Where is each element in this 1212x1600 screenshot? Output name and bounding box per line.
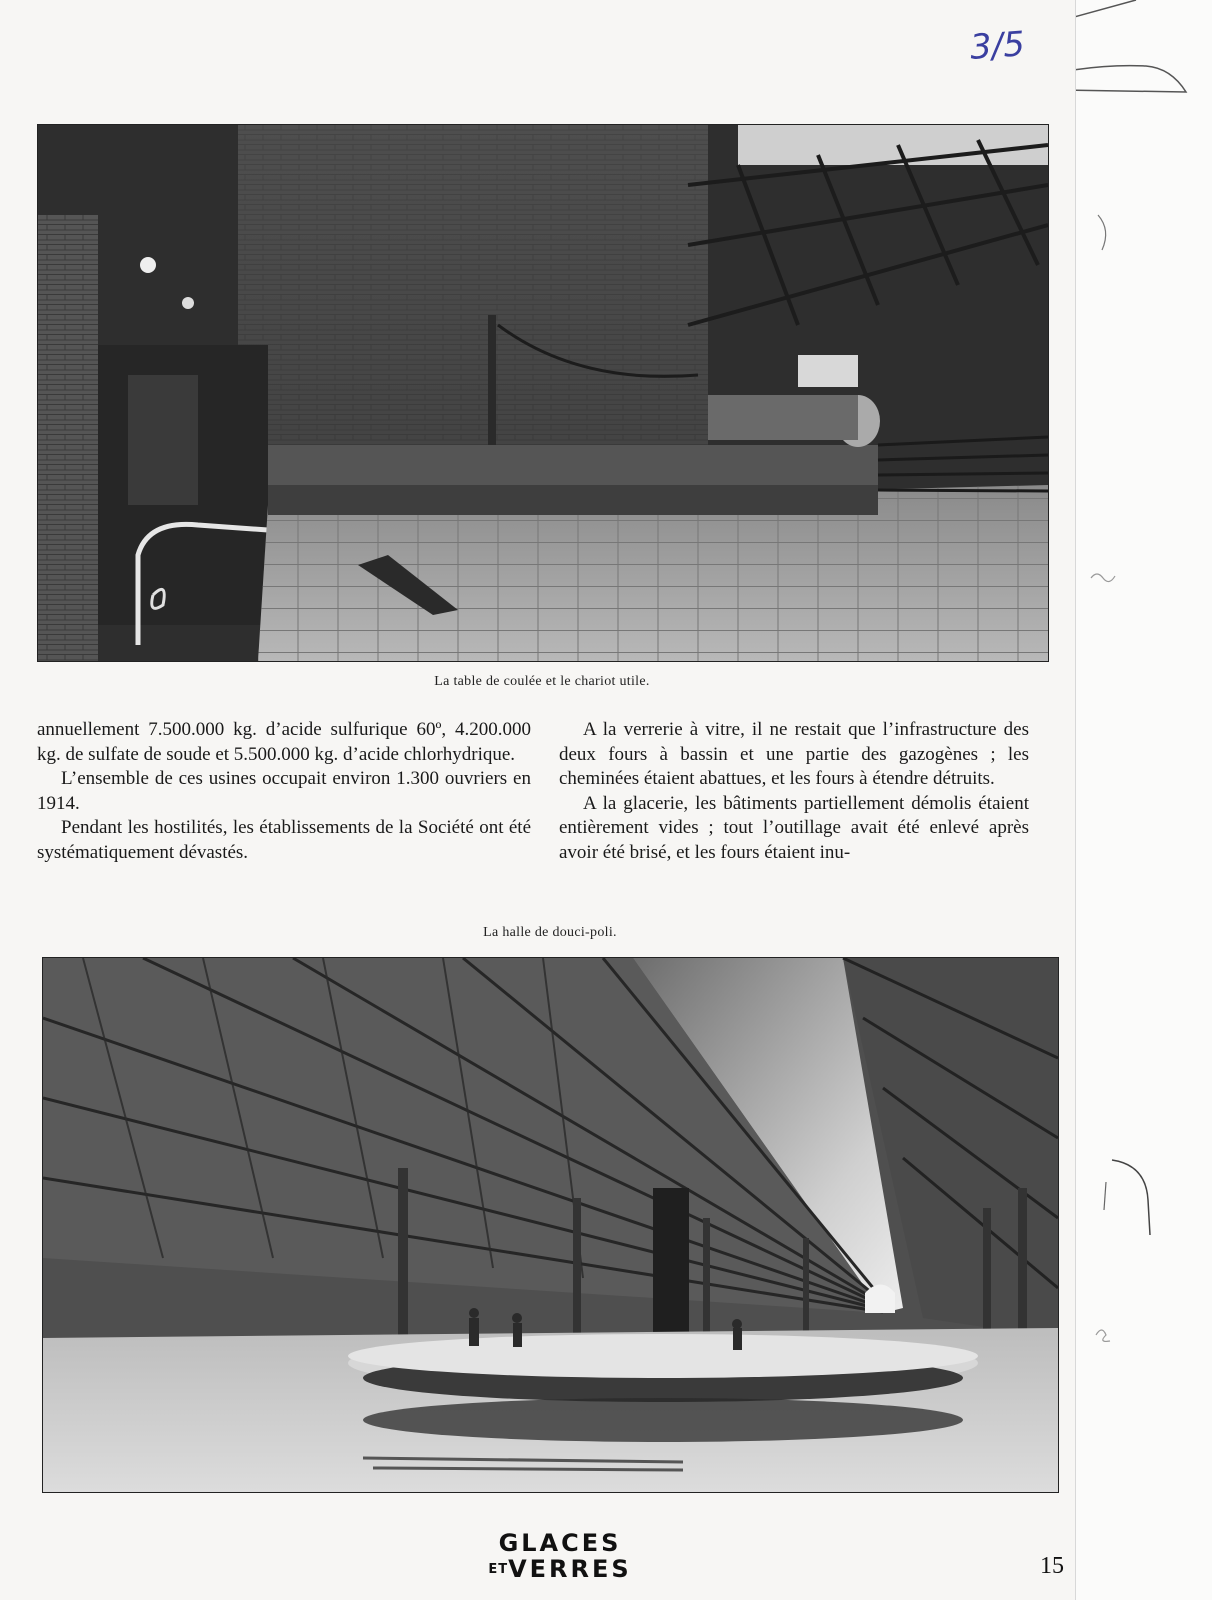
paragraph-hostilities: Pendant les hostilités, les établissements de la Société ont été systématiquement dévastés. <box>37 817 531 863</box>
paragraph-window-glass-works: A la verrerie à vitre, il ne restait que l’infrastructure des deux fours à bassin et une partie des gazogènes ; les cheminées étaient abattues, et les fours à étendre détruits. <box>559 719 1029 789</box>
casting-table-image <box>38 125 1048 661</box>
text-column-right <box>559 718 1029 865</box>
photo-grinding-hall <box>42 957 1059 1493</box>
grinding-hall-image <box>43 958 1058 1492</box>
paragraph-glass-factory: A la glacerie, les bâtiments partiellement démolis étaient entièrement vides ; tout l’outillage avait été enlevé après avoir été brisé, et les fours étaient inu- <box>559 792 1029 863</box>
paragraph-workers: L’ensemble de ces usines occupait environ 1.300 ouvriers en 1914. <box>37 768 531 814</box>
logo-et: ET <box>488 1562 509 1577</box>
text-column-left <box>37 718 531 865</box>
handwritten-page-mark: 3/5 <box>968 24 1027 68</box>
logo-line-glaces: GLACES <box>498 1529 622 1557</box>
logo-line-verres <box>485 1556 635 1583</box>
page-number: 15 <box>1040 1553 1064 1579</box>
paragraph-production: annuellement 7.500.000 kg. d’acide sulfurique 60º, 4.200.000 kg. de sulfate de soude et 5.500.000 kg. d’acide chlorhydrique. <box>37 719 531 765</box>
photo-casting-table <box>37 124 1049 662</box>
margin-pencil-marks <box>1076 0 1212 1600</box>
scan-margin <box>1075 0 1212 1600</box>
caption-casting-table: La table de coulée et le chariot utile. <box>434 674 650 689</box>
caption-grinding-hall: La halle de douci-poli. <box>483 925 617 940</box>
magazine-logo <box>485 1530 635 1583</box>
logo-verres-text: VERRES <box>508 1555 632 1583</box>
